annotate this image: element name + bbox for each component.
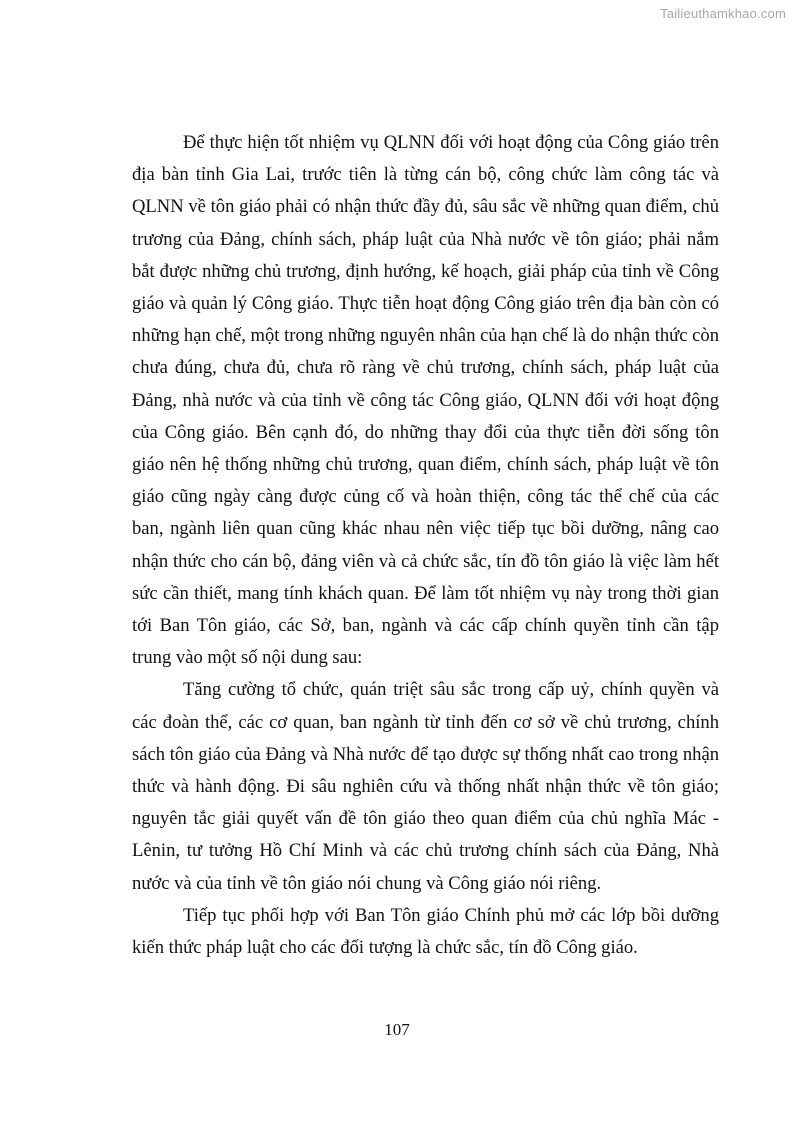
page-number: 107 (384, 1020, 410, 1039)
paragraph-1: Để thực hiện tốt nhiệm vụ QLNN đối với hoạt động của Công giáo trên địa bàn tỉnh Gia Lai, trước tiên là từng cán bộ, công chức làm công tác và QLNN về tôn giáo phải có nhận thức đầy đủ, sâu sắc về những quan điểm, chủ trương của Đảng, chính sách, pháp luật của Nhà nước về tôn giáo; phải nắm bắt được những chủ trương, định hướng, kế hoạch, giải pháp của tỉnh về Công giáo và quản lý Công giáo. Thực tiễn hoạt động Công giáo trên địa bàn còn có những hạn chế, một trong những nguyên nhân của hạn chế là do nhận thức còn chưa đúng, chưa đủ, chưa rõ ràng về chủ trương, chính sách, pháp luật của Đảng, nhà nước và của tỉnh về công tác Công giáo, QLNN đối với hoạt động của Công giáo. Bên cạnh đó, do những thay đổi của thực tiễn đời sống tôn giáo nên hệ thống những chủ trương, quan điểm, chính sách, pháp luật về tôn giáo cũng ngày càng được củng cố và hoàn thiện, công tác thể chế của các ban, ngành liên quan cũng khác nhau nên việc tiếp tục bồi dưỡng, nâng cao nhận thức cho cán bộ, đảng viên và cả chức sắc, tín đồ tôn giáo là việc làm hết sức cần thiết, mang tính khách quan. Để làm tốt nhiệm vụ này trong thời gian tới Ban Tôn giáo, các Sở, ban, ngành và các cấp chính quyền tỉnh cần tập trung vào một số nội dung sau: (132, 132, 719, 669)
paragraph-2: Tăng cường tổ chức, quán triệt sâu sắc trong cấp uỷ, chính quyền và các đoàn thể, các cơ quan, ban ngành từ tỉnh đến cơ sở về chủ trương, chính sách tôn giáo của Đảng và Nhà nước để tạo được sự thống nhất cao trong nhận thức và hành động. Đi sâu nghiên cứu và thống nhất nhận thức về tôn giáo; nguyên tắc giải quyết vấn đề tôn giáo theo quan điểm của chủ nghĩa Mác - Lênin, tư tưởng Hồ Chí Minh và các chủ trương chính sách của Đảng, Nhà nước và của tỉnh về tôn giáo nói chung và Công giáo nói riêng. (132, 679, 719, 894)
paragraph-3: Tiếp tục phối hợp với Ban Tôn giáo Chính phủ mở các lớp bồi dưỡng kiến thức pháp luật cho các đối tượng là chức sắc, tín đồ Công giáo. (132, 904, 719, 959)
watermark-text: Tailieuthamkhao.com (660, 6, 786, 21)
document-body (132, 127, 719, 964)
